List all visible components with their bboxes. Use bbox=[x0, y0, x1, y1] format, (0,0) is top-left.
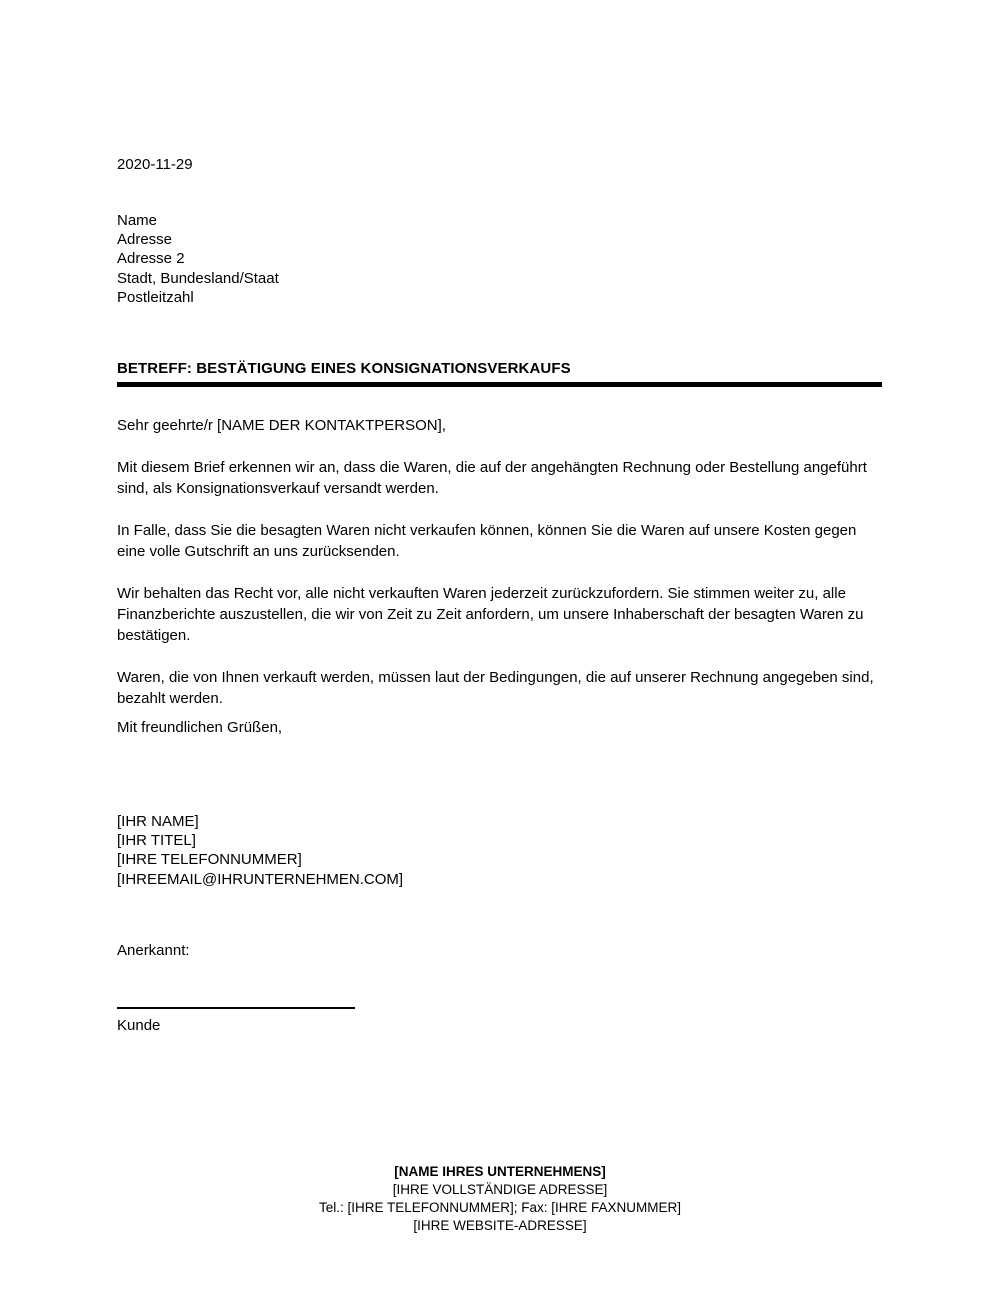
footer-contact: Tel.: [IHRE TELEFONNUMMER]; Fax: [IHRE FAXNUMMER] bbox=[318, 1200, 682, 1215]
body-paragraph-1: Mit diesem Brief erkennen wir an, dass die Waren, die auf der angehängten Rechnung oder Bestellung angeführt sind, als Konsignationsverkauf versandt werden. bbox=[117, 459, 867, 497]
subject-line: BETREFF: BESTÄTIGUNG EINES KONSIGNATIONSVERKAUFS bbox=[117, 360, 571, 377]
sender-signature-block bbox=[117, 812, 403, 889]
salutation: Sehr geehrte/r [NAME DER KONTAKTPERSON], bbox=[117, 417, 446, 434]
recipient-line-postal-code: Postleitzahl bbox=[117, 288, 194, 306]
page-footer bbox=[0, 1163, 1000, 1235]
footer-company-name: [NAME IHRES UNTERNEHMENS] bbox=[394, 1164, 606, 1179]
sender-name: [IHR NAME] bbox=[117, 813, 199, 830]
recipient-line-address: Adresse bbox=[117, 231, 173, 249]
customer-signature-line bbox=[117, 1007, 355, 1009]
sender-title: [IHR TITEL] bbox=[117, 832, 196, 850]
customer-signature-caption: Kunde bbox=[117, 1017, 161, 1034]
body-paragraph-4: Waren, die von Ihnen verkauft werden, müssen laut der Bedingungen, die auf unserer Rechnung angegeben sind, bezahlt werden. bbox=[117, 669, 874, 707]
subject-divider bbox=[117, 382, 882, 387]
letter-body bbox=[117, 415, 882, 709]
subject-section bbox=[117, 359, 882, 387]
body-paragraph-2: In Falle, dass Sie die besagten Waren nicht verkaufen können, können Sie die Waren auf unsere Kosten gegen eine volle Gutschrift an uns zurücksenden. bbox=[117, 522, 857, 560]
recipient-line-address-2: Adresse 2 bbox=[117, 250, 185, 268]
recipient-line-name: Name bbox=[117, 212, 158, 229]
letter-date: 2020-11-29 bbox=[117, 156, 193, 173]
sender-email: [IHREEMAIL@IHRUNTERNEHMEN.COM] bbox=[117, 870, 404, 888]
closing-salutation: Mit freundlichen Grüßen, bbox=[117, 719, 283, 736]
recipient-address-block bbox=[117, 211, 279, 307]
footer-address: [IHRE VOLLSTÄNDIGE ADRESSE] bbox=[392, 1182, 608, 1197]
recipient-line-city-state: Stadt, Bundesland/Staat bbox=[117, 269, 279, 287]
sender-phone: [IHRE TELEFONNUMMER] bbox=[117, 851, 302, 869]
acknowledgment-label: Anerkannt: bbox=[117, 942, 190, 959]
body-paragraph-3: Wir behalten das Recht vor, alle nicht verkauften Waren jederzeit zurückzufordern. Sie stimmen weiter zu, alle Finanzberichte auszustellen, die wir von Zeit zu Zeit anfordern, um unsere Inhaberschaft der besagten Waren zu bestätigen. bbox=[117, 585, 864, 644]
footer-website: [IHRE WEBSITE-ADRESSE] bbox=[413, 1218, 587, 1233]
